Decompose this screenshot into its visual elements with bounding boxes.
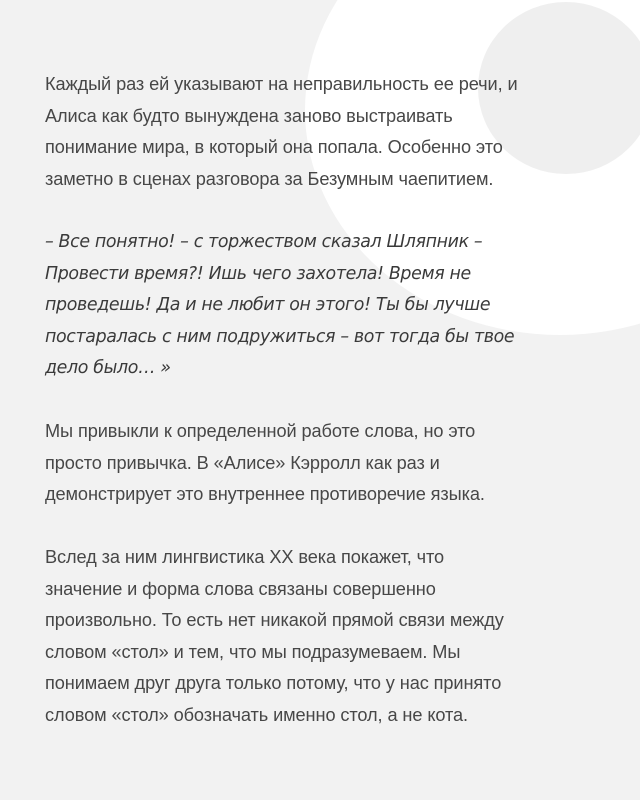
paragraph-linguistics (45, 542, 615, 731)
text-line: словом «стол» обозначать именно стол, а не кота. (45, 704, 469, 725)
text-line: понимание мира, в который она попала. Особенно это (45, 137, 503, 157)
text-line: значение и форма слова связаны совершенно (45, 578, 436, 599)
text-line: Алиса как будто вынуждена заново выстраивать (45, 105, 453, 126)
paragraph-habit (45, 416, 615, 511)
text-line: демонстрирует это внутреннее противоречие языка. (45, 484, 485, 504)
quote-line: дело было… » (45, 358, 171, 378)
text-line: Мы привыкли к определенной работе слова, но это (45, 421, 476, 441)
quote-block (45, 227, 615, 385)
text-line: заметно в сценах разговора за Безумным чаепитием. (45, 168, 494, 189)
text-line: Каждый раз ей указывают на неправильность ее речи, и (45, 74, 518, 94)
quote-line: проведешь! Да и не любит он этого! Ты бы лучше (45, 295, 491, 315)
paragraph-intro (45, 69, 615, 195)
text-line: словом «стол» и тем, что мы подразумеваем. Мы (45, 641, 461, 662)
text-line: Вслед за ним лингвистика XX века покажет, что (45, 547, 445, 567)
text-line: просто привычка. В «Алисе» Кэрролл как раз и (45, 452, 440, 473)
text-line: понимаем друг друга только потому, что у нас принято (45, 673, 502, 693)
text-line: произвольно. То есть нет никакой прямой связи между (45, 610, 504, 630)
quote-line: – Все понятно! – с торжеством сказал Шляпник – (45, 232, 483, 252)
quote-line: Провести время?! Ишь чего захотела! Время не (45, 263, 471, 284)
quote-line: постаралась с ним подружиться – вот тогда бы твое (45, 326, 515, 347)
